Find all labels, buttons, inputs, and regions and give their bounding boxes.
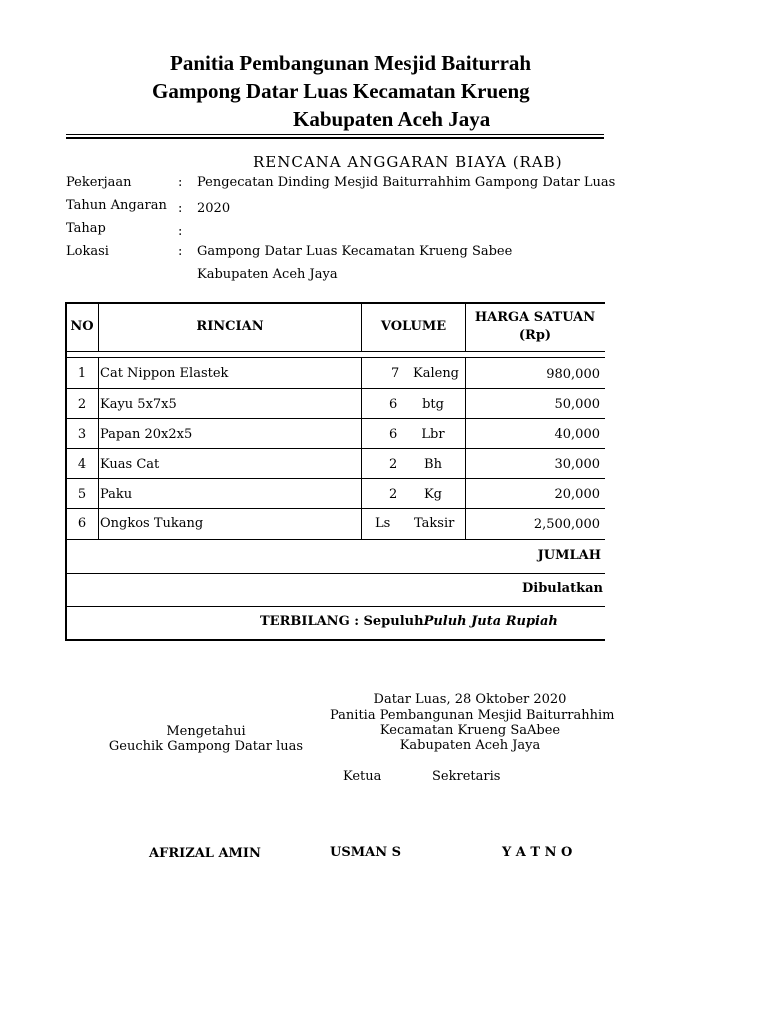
- header-rule-thin: [66, 134, 604, 135]
- cell-unit: Taksir: [414, 516, 455, 531]
- table-border-top: [65, 302, 605, 304]
- name-geuchik: AFRIZAL AMIN: [149, 846, 261, 861]
- signature-committee-1: Panitia Pembangunan Mesjid Baiturrahhim: [330, 708, 615, 723]
- col-header-rincian: RINCIAN: [196, 319, 264, 334]
- cell-rincian: Cat Nippon Elastek: [100, 366, 229, 381]
- terbilang-value: Puluh Juta Rupiah: [423, 614, 558, 629]
- table-row-line: [65, 508, 605, 509]
- terbilang-row: [260, 614, 558, 629]
- header-line-1: Panitia Pembangunan Mesjid Baiturrah: [170, 51, 532, 75]
- cell-price: 980,000: [546, 367, 600, 382]
- cell-rincian: Ongkos Tukang: [100, 516, 204, 531]
- meta-value-pekerjaan: Pengecatan Dinding Mesjid Baiturrahhim Gampong Datar Luas: [197, 175, 616, 190]
- cell-unit: Lbr: [421, 427, 445, 442]
- signature-place-date: Datar Luas, 28 Oktober 2020: [373, 692, 567, 707]
- cell-qty: 2: [389, 457, 398, 472]
- meta-colon: :: [178, 244, 183, 259]
- cell-qty: Ls: [375, 516, 391, 531]
- cell-qty: 7: [391, 366, 400, 381]
- cell-price: 2,500,000: [533, 517, 600, 532]
- cell-unit: Bh: [424, 457, 442, 472]
- signature-committee-3: Kabupaten Aceh Jaya: [399, 738, 541, 753]
- col-header-harga-unit: (Rp): [518, 328, 552, 343]
- cell-qty: 6: [389, 397, 398, 412]
- cell-qty: 6: [389, 427, 398, 442]
- meta-value-tahun: 2020: [197, 201, 231, 216]
- cell-unit: btg: [422, 397, 444, 412]
- meta-value-lokasi: Gampong Datar Luas Kecamatan Krueng Sabee: [197, 244, 513, 259]
- cell-no: 6: [77, 516, 87, 531]
- cell-price: 20,000: [554, 487, 600, 502]
- meta-colon: :: [178, 201, 183, 216]
- table-row-line: [65, 478, 605, 479]
- table-row-line: [65, 606, 605, 607]
- table-row-line: [65, 573, 605, 574]
- cell-no: 3: [77, 427, 87, 442]
- meta-value-kabupaten: Kabupaten Aceh Jaya: [197, 267, 338, 282]
- meta-label-lokasi: Lokasi: [66, 244, 109, 259]
- table-border-bottom: [65, 639, 605, 641]
- cell-price: 40,000: [554, 427, 600, 442]
- cell-price: 50,000: [554, 397, 600, 412]
- jumlah-label: JUMLAH: [537, 548, 601, 563]
- header-line-2: Gampong Datar Luas Kecamatan Krueng: [152, 79, 530, 103]
- header-rule-thick: [66, 137, 604, 139]
- cell-no: 2: [77, 397, 87, 412]
- terbilang-label: TERBILANG : Sepuluh: [260, 614, 424, 629]
- cell-qty: 2: [389, 487, 398, 502]
- mengetahui-label: Mengetahui: [166, 724, 246, 739]
- table-header-bottom: [65, 351, 605, 352]
- document-title: RENCANA ANGGARAN BIAYA (RAB): [253, 153, 563, 171]
- cell-rincian: Kayu 5x7x5: [100, 397, 177, 412]
- cell-rincian: Kuas Cat: [100, 457, 160, 472]
- meta-label-tahun: Tahun Angaran: [66, 198, 167, 213]
- dibulatkan-label: Dibulatkan: [521, 581, 603, 596]
- table-header-bottom-2: [65, 357, 605, 358]
- cell-unit: Kaleng: [413, 366, 460, 381]
- meta-colon: :: [178, 175, 183, 190]
- col-header-harga: HARGA SATUAN: [474, 310, 596, 325]
- cell-no: 5: [77, 487, 87, 502]
- table-row-line: [65, 539, 605, 540]
- meta-colon: :: [178, 224, 183, 239]
- cell-price: 30,000: [554, 457, 600, 472]
- meta-label-pekerjaan: Pekerjaan: [66, 175, 132, 190]
- cell-no: 4: [77, 457, 87, 472]
- table-row-line: [65, 388, 605, 389]
- col-header-volume: VOLUME: [380, 319, 447, 334]
- cell-rincian: Papan 20x2x5: [100, 427, 193, 442]
- ketua-label: Ketua: [343, 769, 382, 784]
- header-line-3: Kabupaten Aceh Jaya: [293, 107, 491, 131]
- sekretaris-label: Sekretaris: [432, 769, 501, 784]
- col-header-no: NO: [70, 319, 94, 334]
- cell-unit: Kg: [423, 487, 443, 502]
- name-ketua: USMAN S: [330, 845, 401, 860]
- signature-committee-2: Kecamatan Krueng SaAbee: [379, 723, 561, 738]
- table-row-line: [65, 418, 605, 419]
- geuchik-label: Geuchik Gampong Datar luas: [108, 739, 304, 754]
- cell-no: 1: [77, 366, 87, 381]
- table-row-line: [65, 448, 605, 449]
- cell-rincian: Paku: [100, 487, 133, 502]
- name-sekretaris: Y A T N O: [502, 845, 573, 860]
- meta-label-tahap: Tahap: [66, 221, 106, 236]
